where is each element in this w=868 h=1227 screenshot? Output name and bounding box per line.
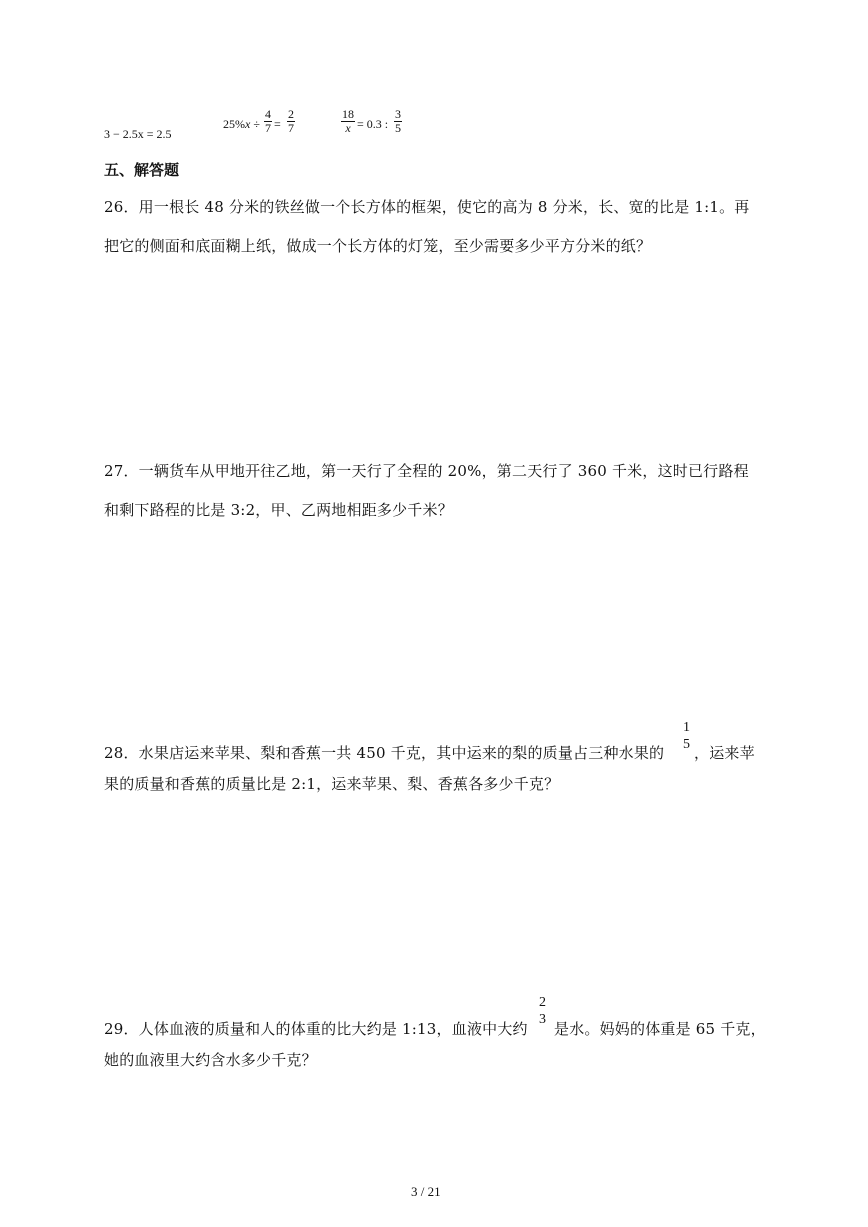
question-29-line-1-a: 29．人体血液的质量和人的体重的比大约是 1:13，血液中大约	[104, 1020, 528, 1038]
question-28-fraction	[682, 720, 691, 753]
question-27-line-2: 和剩下路程的比是 3:2，甲、乙两地相距多少千米？	[104, 501, 453, 519]
page-current: 3	[411, 1184, 418, 1199]
fraction-denominator: 5	[683, 737, 690, 752]
question-29-line-2: 她的血液里大约含水多少千克？	[104, 1051, 317, 1069]
question-29-line-1-b: 是水。妈妈的体重是 65 千克，	[554, 1020, 766, 1038]
page-separator: /	[417, 1184, 428, 1199]
equation-2-fraction-1	[264, 108, 272, 135]
equation-2-fraction-2	[287, 108, 295, 135]
fraction-numerator: 2	[288, 107, 294, 121]
fraction-denominator: 3	[539, 1012, 546, 1027]
fraction-denominator: x	[345, 121, 351, 135]
equation-3-middle: = 0.3 :	[357, 117, 389, 131]
equation-2	[223, 118, 260, 130]
equation-1: 3 − 2.5x = 2.5	[104, 127, 172, 141]
fraction-numerator: 2	[539, 995, 546, 1010]
equation-2-equals: =	[274, 117, 281, 131]
question-28-line-1-b: ，运来苹	[694, 744, 755, 762]
page-number	[411, 1184, 441, 1200]
question-28-line-1-a: 28．水果店运来苹果、梨和香蕉一共 450 千克，其中运来的梨的质量占三种水果的	[104, 744, 665, 762]
fraction-denominator: 5	[395, 121, 401, 135]
page-total: 21	[427, 1184, 441, 1199]
fraction-numerator: 18	[342, 107, 354, 121]
fraction-numerator: 3	[395, 107, 401, 121]
fraction-denominator: 7	[288, 121, 294, 135]
question-26-line-1: 26．用一根长 48 分米的铁丝做一个长方体的框架，使它的高为 8 分米，长、宽的比是 1:1。再	[104, 198, 750, 216]
equation-2-var: x	[245, 117, 251, 131]
fraction-denominator: 7	[265, 121, 271, 135]
fraction-numerator: 1	[683, 720, 690, 735]
question-27-line-1: 27．一辆货车从甲地开往乙地，第一天行了全程的 20%，第二天行了 360 千米，这时已行路程	[104, 462, 749, 480]
fraction-numerator: 4	[265, 107, 271, 121]
equation-3-fraction-1	[341, 108, 355, 135]
question-28-line-2: 果的质量和香蕉的质量比是 2:1，运来苹果、梨、香蕉各多少千克？	[104, 775, 560, 793]
equation-2-prefix: 25%	[223, 117, 245, 131]
question-29-fraction	[538, 995, 547, 1028]
question-26-line-2: 把它的侧面和底面糊上纸，做成一个长方体的灯笼，至少需要多少平方分米的纸？	[104, 237, 652, 255]
equation-3-fraction-2	[394, 108, 402, 135]
section-title: 五、解答题	[104, 161, 180, 179]
equation-2-op: ÷	[250, 117, 260, 131]
